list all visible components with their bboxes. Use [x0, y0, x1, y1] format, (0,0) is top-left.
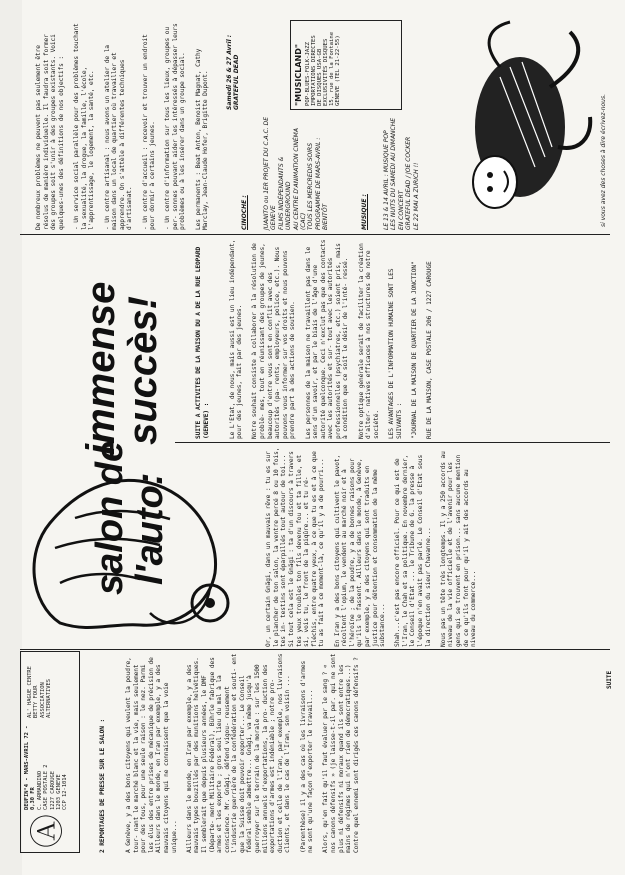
masthead-logo: Ⓐ — [28, 814, 68, 848]
cartoon-eye — [487, 172, 493, 178]
column-divider — [20, 649, 610, 650]
cinema-text: JUANITO ou 1ER PROJET DU C.A.C. DE GENEVE FILMS INDÉPENDANTS & UNDERGROUND AU CENTRE D'ANIMATION CINÉMA (CAC) TOUS LES MERCREDIS SOIRS PROGRAMME DE MARS-AVRIL : BIENTÔT — [263, 116, 330, 230]
masthead-box — [20, 651, 80, 853]
ad-line: EXCLUSIVITÉS DISQUES — [323, 38, 329, 106]
cartoon-drawing — [440, 17, 600, 227]
ad-title: "MUSICLAND" — [294, 43, 303, 106]
masthead-line: DEUFIN°4 - MARS-AVRIL 72 - 0,30 FR — [24, 725, 37, 810]
masthead-lines — [24, 722, 69, 810]
column-4-text: De nombreux problèmes ne peuvent pas seulement être résolus de manière individuelle. Il faudra soit former des groupes soit s'unir à des groupes existants. Voici quelques-unes des définitions de nos objectifs : - Un service social parallèle pour des problèmes touchant la sexualité, la drogue, la famille, l'école, l'apprentissage, le logement, la santé, etc. - Un centre artisanal : nous avons un atelier de la maison dans un local de quartier où travailler et apprendre. On s'attèle à différentes techniques d'artisanat. - Un centre d'accueil : recevoir et trouver un endroit pour dormir à certains jeunes. - Un centre d'information sur tous les lieux, groupes ou per- sonnes pouvant aider les intéressés à dépasser leurs problèmes ou à les insérer dans un groupe social. Les permanents : Beat Anton, Benoist Magnat, Cathy Marclay, Jean-Claude Hofer, Brigitte Dupont. — [35, 23, 210, 230]
masthead-side — [27, 656, 53, 718]
cartoon-leg — [550, 32, 578, 87]
musicland-ad — [290, 20, 402, 110]
masthead-line: 1227 CAROUGE — [49, 771, 56, 810]
handwritten-note-top: Samedi 26 & 27 Avril : GRATEFUL DEAD — [226, 32, 241, 110]
masthead-line: CASE POSTALE 2 — [43, 764, 50, 810]
column-divider — [175, 442, 610, 443]
cinema-section — [226, 115, 346, 230]
title-immense-line2: succès! — [121, 296, 165, 445]
column-3 — [180, 239, 605, 439]
cinema-heading: CINOCHE : — [240, 195, 248, 230]
masthead-side-line: ALTERNATIVES — [46, 679, 53, 718]
column-2 — [250, 447, 604, 647]
column-2-text: Or, un certain Gnägi, dans un mauvais rêve : tu es sur le plancher de ton salon, la ventre percé 8 ou 10 fois, tes in- testins sont éparpillés tout autour de toi... Si tout cela est le Gnägi : ta d'un discours à travers tes yeux troubles ton fils devenu fou et ta fille, et si, vois tu, le front de la piqûre... et tu ré- fléchis, entre quatre yeux, à ce que tu es et à ce que tu as fait à ce moment-là, ce qu'il y a de pourri... En Iran y a des bons citoyens qui cultivent le pavot, récoltent l'opium, le vendent au marché noir et à l'héroïne ; de la poudre, y a de bonnes raisons pour qu'ils le fassent. Ailleurs dans le monde, à Genève, par exemple, y a des citoyens qui sont traduits en justice pour détention et consommation de la même substance... Shah...c'est pas encore officiel. Pour ce qui est de l'Iran, le Chah et sa politique. En novembre dernier, le Conseil d'Etat ... le Tribune de G. la presse à l'époque n'en avait pas parlé. Le Conseil d'Etat sous la direction du sieur Chavanne... Nous pas un tête très longtemps. Il y a 250 accords au niveau de la vie officielle et de l'avenir pour les gens qui se trouvent en prison... sans aucune mention de ce qu'ils font pour qu'il y ait des accords au niveau du commerce... — [265, 447, 478, 647]
music-heading: MUSIQUE : — [360, 194, 368, 230]
ad-line: DE DISQUES USA-GB — [317, 48, 323, 106]
ad-line: GENEVE (TEL 21-22-55) — [335, 35, 341, 106]
column-3-heading: SUITE A ACTIVITES DE LA MAISON DU A DE LA RUE LEOPARD (GENEVE) : — [195, 243, 210, 439]
title-salon-line1: salon de — [89, 440, 131, 595]
music-section — [346, 115, 436, 230]
column-1 — [84, 653, 604, 853]
music-text: LE 13 & 14 AVRIL : MUSIQUE POP LES NUITS DU SAMEDI AU DIMANCHE EN CONCERT GRATEFUL DEAD / JOE COCKER LE 22 MAI A ZURICH !! — [383, 117, 420, 230]
ad-line: 15, rue de la Fontaine — [329, 31, 335, 106]
title-immense-line1: immense — [79, 281, 123, 455]
cartoon-eye — [487, 186, 493, 192]
cartoon-head — [473, 156, 517, 208]
column-1-text: A Genève, y a des bons citoyens qui veulent la poudre, tour- nant le marché blanc et la vie, mais seulement pour des fous, pour une seule raison : le nez. Parmi les élus des entre prises de mécanique de précision de Ailleurs dans le monde, en Iran par exemple, y a des mauvais citoyens qui ne connaissent que la voie unique... Ailleurs dans le monde, en Iran par exemple, y a des mauvais types bouzillés par des munitions helvétiques. Il semblerait que depuis plusieurs années, le DMF (Départe- ment Militaire Fédéral), Bührle fabrique des armes et les exporte ; gros seul lieu du mal à la conscience. Mr. Gnägi, défend vigou- reusement l'industrie guerrière de la confédération et souti- ent que la Suisse doit pouvoir exporter... Le Conseil fédéral semble admettre... Gnägi, va même jusqu'à guerroyer sur le terrain de la morale : sur les 1500 millions annuels d'exportations, la pro- duction des exportations d'armes est indéniable ; notre pro- duction et celle de l'Iran, par exemple, nos livraisons clients, et dans le cas de l'Iran, son voisin ... (Parenthèse) il y a des cas où les livraisons d'armes ne sont qu'une façon d'exporter le travail... Alors, qu'en fait qu'il faut évaluer par le sang ? « nos canons défensifs » (je laisse-t-il par. qui ne sont plus ni défensifs ni moraux quand ils sont entre les mains de régimes qui n'ont rien de démocratiques...) Contre quel ennemi sont dirigés ces canons défensifs ? — [124, 653, 360, 853]
ad-line: IMPORTATIONS DIRECTES — [311, 35, 317, 106]
ad-line: POP-BLUES-FOLK-JAZZ — [305, 42, 311, 106]
wheel-hub — [205, 598, 215, 608]
masthead-side-line: ASSOCIATION — [39, 682, 46, 718]
masthead-line: CCP 12-1014 — [62, 774, 69, 810]
masthead-line: C. ARMANDINO — [36, 771, 43, 810]
column-3-text: Le L'Etat, de nous, mais aussi est un lieu indépendant, pour des jeunes, fait par des jeunes. Notre souhait consiste à collaborer à la résolution de problè- mes, tout en réunissant des groupes de jeunes, beaucoup d'entre vous sont en conflit avec des autorités (pa- rents, employeurs, police, etc.). Nous pouvons vous informer sur vos droits et nous pouvons prendre part à des actions de soutien. Les personnes de la maison ne travaillent pas dans le sens d'un savoir, et par le biais de l'âge d'une autorité quelconque. Ceci n'exclut pas que des contacts avec les autorités et sur- tout avec les autorités professionnelles (psychiatres, etc.) soient pris, mais à condition que ce soit le désir de l'inté- ressé. Notre optique générale serait de faciliter la création d'alter- natives efficaces à nos structures de notre société. LES AVANTAGES DE L'INFORMATION HUMAINE SONT LES SUIVANTS : "JOURNAL DE LA MAISON DE QUARTIER DE LA JONCTION" RUE DE LA MAISON, CASE POSTALE 206 / 1227 CAROUGE — [228, 239, 433, 439]
column-1-heading: 2 REPORTAGES DE PRESSE SUR LE SALON : — [99, 718, 107, 853]
masthead-side-line: BETTY FOUR — [33, 685, 40, 718]
masthead-line: 1203 GENEVE — [56, 774, 63, 810]
column-4 — [20, 20, 220, 230]
masthead-side-line: AL' HAGUE CENTRE — [27, 666, 33, 718]
title-salon-line2: l'auto: — [129, 472, 171, 585]
handwritten-note-bottom: si vous avez des choses à dire écrivez-nous. — [600, 93, 607, 227]
footer-continue: SUITE — [606, 670, 613, 689]
column-divider — [20, 234, 610, 235]
